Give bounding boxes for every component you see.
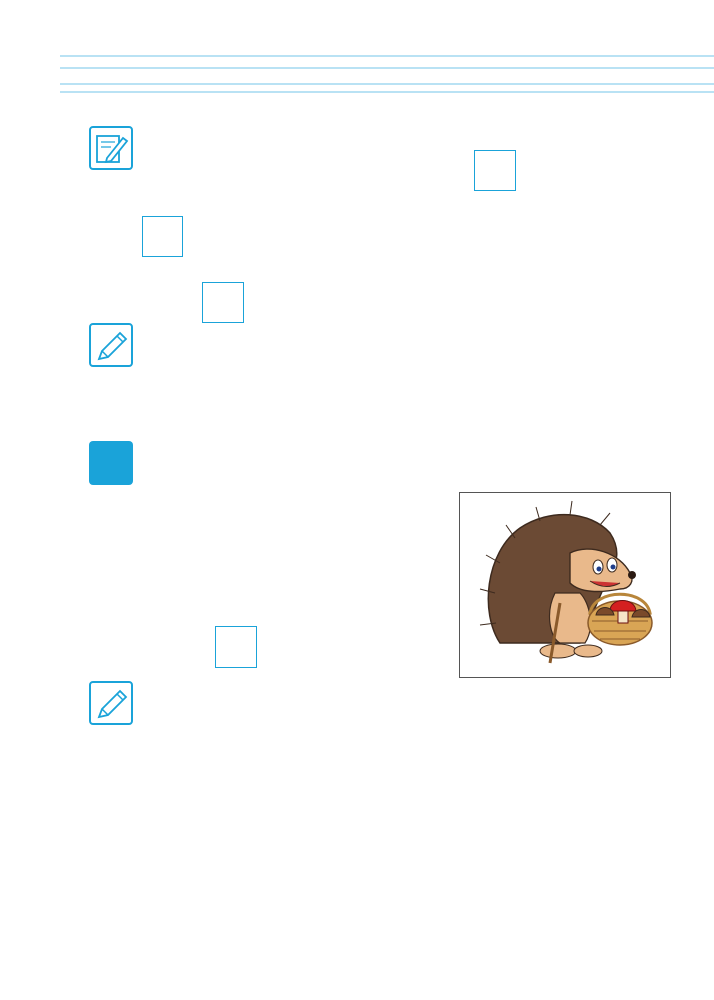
answer-box-mushrooms[interactable] — [215, 626, 257, 668]
task-icon-draw-patterns — [89, 681, 133, 725]
task-icon-write — [89, 126, 133, 170]
hedgehog-picture — [459, 492, 671, 678]
answer-box-between-3-5[interactable] — [202, 282, 244, 323]
number-line-labels — [0, 906, 714, 926]
pencil-notebook-icon — [91, 128, 131, 168]
addition-icon — [89, 441, 133, 485]
header-ruling — [0, 0, 714, 110]
pencil-icon — [91, 683, 131, 723]
pattern-grid-meander[interactable] — [90, 757, 672, 797]
answer-box-after-3[interactable] — [474, 150, 516, 191]
shape-pattern — [140, 372, 390, 418]
pencil-icon — [91, 325, 131, 365]
hedgehog-illustration — [460, 493, 669, 676]
pattern-grid-arcs[interactable] — [90, 823, 672, 863]
task-icon-draw — [89, 323, 133, 367]
answer-box-before-5[interactable] — [142, 216, 183, 257]
